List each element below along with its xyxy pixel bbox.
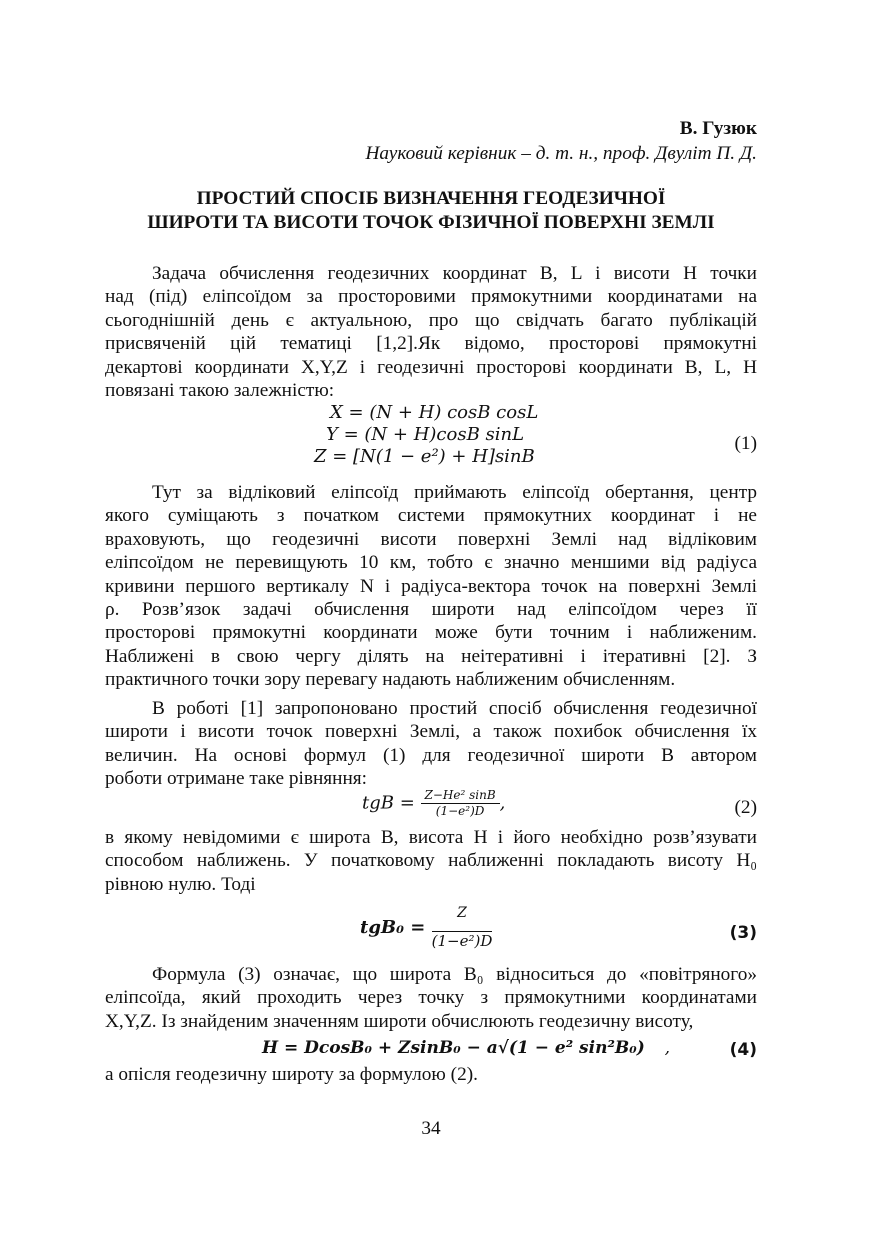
text-line: Формула (3) означає, що широта B₀ відноситься до «повітряного»	[152, 964, 757, 985]
text-line: в якому невідомими є широта B, висота H і його необхідно розв’язувати	[105, 827, 757, 848]
advisor-line: Науковий керівник – д. т. н., проф. Двуліт П. Д.	[365, 143, 757, 164]
equation-lhs: tgB₀ =	[360, 917, 426, 938]
fraction	[432, 905, 493, 950]
text-line: роботи отримане таке рівняння:	[105, 768, 368, 790]
text-line: Тут за відліковий еліпсоїд приймають еліпсоїд обертання, центр	[152, 482, 757, 503]
numerator: Z	[432, 905, 493, 932]
text-line: еліпсоїда, який проходить через точку з прямокутними координатами	[105, 987, 757, 1009]
fraction	[421, 788, 500, 818]
equation-number: (2)	[734, 797, 757, 818]
title-line: ШИРОТИ ТА ВИСОТИ ТОЧОК ФІЗИЧНОЇ ПОВЕРХНІ ЗЕМЛІ	[147, 212, 715, 233]
author-name: В. Гузюк	[679, 118, 757, 139]
text-line: сьогоднішній день є актуальною, про що свідчать багато публікацій	[105, 309, 757, 331]
text-line: В роботі [1] запропоновано простий спосіб обчислення геодезичної	[152, 698, 757, 719]
equation-1	[314, 402, 539, 468]
paragraph-6	[105, 1063, 757, 1086]
text-line: рівною нулю. Тоді	[105, 873, 256, 895]
equation-number: (3)	[729, 923, 757, 943]
text-line: просторові прямокутні координати може бути точним і наближеним.	[105, 622, 757, 644]
text-line: еліпсоїдом не перевищують 10 км, тобто є значно меншими від радіуса	[105, 552, 757, 574]
paragraph-3	[105, 697, 757, 791]
text-line: враховують, що геодезичні висоти поверхні Землі над відліковим	[105, 528, 757, 550]
text-line: X,Y,Z. Із знайденим значенням широти обчислюють геодезичну висоту,	[105, 1010, 694, 1032]
page-number: 34	[421, 1118, 441, 1139]
paragraph-4	[105, 826, 757, 896]
text-line: величин. На основі формул (1) для геодезичної широти B автором	[105, 744, 757, 766]
equation-4	[262, 1038, 670, 1058]
text-line: кривини першого вертикалу N і радіуса-вектора точок на поверхні Землі	[105, 575, 757, 597]
text-line: Задача обчислення геодезичних координат B, L і висоти H точки	[152, 263, 757, 284]
comma: ,	[664, 1038, 671, 1058]
paragraph-1	[105, 262, 757, 402]
text-line: практичного точки зору перевагу надають наближеним обчисленням.	[105, 669, 676, 691]
text-line: повязані такою залежністю:	[105, 379, 335, 401]
denominator: (1−e²)D	[435, 804, 485, 818]
paragraph-2	[105, 481, 757, 692]
equation-3	[360, 905, 492, 950]
text-line: над (під) еліпсоїдом за просторовими прямокутними координатами на	[105, 286, 757, 308]
text-line: способом наближень. У початковому наближенні покладають висоту H₀	[105, 850, 757, 872]
text-line: присвяченій цій тематиці [1,2].Як відомо, просторові прямокутні	[105, 333, 757, 355]
equation-line: Z = [N(1 − e²) + H]sinB	[314, 446, 535, 467]
title-line: ПРОСТИЙ СПОСІБ ВИЗНАЧЕННЯ ГЕОДЕЗИЧНОЇ	[196, 188, 666, 209]
comma: ,	[499, 792, 506, 814]
text-line: Наближені в свою чергу ділять на неітеративні і ітеративні [2]. З	[105, 645, 757, 667]
text-line: якого суміщають з початком системи прямокутних координат і не	[105, 505, 757, 527]
equation-2	[362, 788, 505, 818]
text-line: широти і висоти точок поверхні Землі, а також похибок обчислення їх	[105, 721, 757, 743]
equation-lhs: tgB =	[362, 792, 415, 814]
text-line: декартові координати X,Y,Z і геодезичні просторові координати B, L, H	[105, 356, 757, 378]
text-line: ρ. Розв’язок задачі обчислення широти над еліпсоїдом через її	[105, 598, 757, 620]
equation-number: (1)	[734, 433, 757, 454]
numerator: Z−He² sinB	[421, 788, 500, 804]
equation-line: Y = (N + H)cosB sinL	[326, 424, 525, 445]
equation-number: (4)	[729, 1040, 757, 1060]
paragraph-5	[105, 963, 757, 1033]
equation-line: X = (N + H) cosB cosL	[330, 402, 539, 423]
text-line: а опісля геодезичну широту за формулою (2).	[105, 1064, 478, 1085]
denominator: (1−e²)D	[431, 932, 493, 950]
equation-formula: H = DcosB₀ + ZsinB₀ − a√(1 − e² sin²B₀)	[262, 1038, 645, 1058]
article-title	[105, 187, 757, 235]
